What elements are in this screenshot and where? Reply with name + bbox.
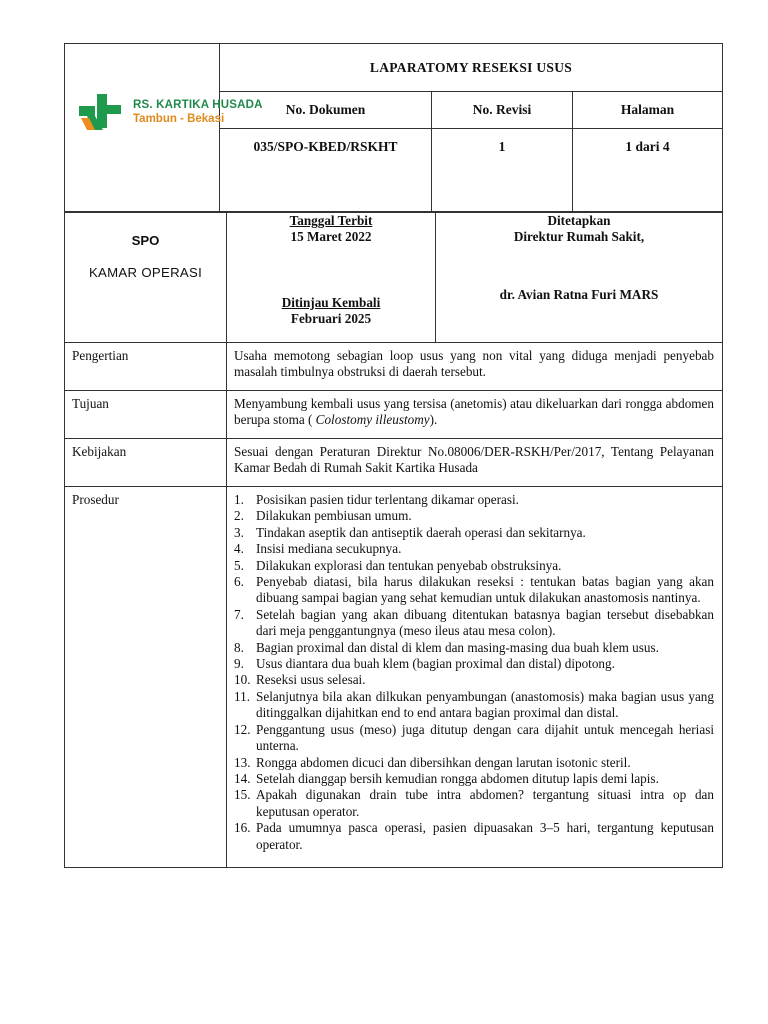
doc-number-value: 035/SPO-KBED/RSKHT <box>220 129 432 212</box>
procedure-steps <box>234 492 714 853</box>
logo-hospital-name: RS. KARTIKA HUSADA <box>133 99 263 111</box>
step-number: 10. <box>234 672 251 688</box>
row-prosedur <box>65 487 723 868</box>
spo-meta-row <box>65 213 723 343</box>
step-number: 11. <box>234 688 250 704</box>
spo-cell <box>65 213 227 343</box>
step-text: Pada umumnya pasca operasi, pasien dipuasakan 3–5 hari, tergantung keputusan operator. <box>256 820 714 852</box>
tujuan-label: Tujuan <box>65 391 227 439</box>
procedure-step <box>234 607 714 640</box>
step-text: Selanjutnya bila akan dilkukan penyambungan (anastomosis) maka bagian usus yang ditinggalkan dijahitkan end to end antara bagian proximal dan distal. <box>256 688 714 721</box>
step-number: 6. <box>234 574 244 590</box>
row-pengertian <box>65 343 723 391</box>
step-number: 4. <box>234 541 244 557</box>
step-text: Reseksi usus selesai. <box>256 672 366 688</box>
dates-cell <box>227 213 436 343</box>
review-label: Ditinjau Kembali <box>281 294 381 310</box>
kebijakan-label: Kebijakan <box>65 439 227 487</box>
tujuan-text <box>227 391 723 439</box>
approval-cell <box>436 213 723 343</box>
procedure-step <box>234 508 714 524</box>
medical-cross-icon <box>77 92 125 132</box>
step-number: 2. <box>234 508 244 524</box>
row-kebijakan <box>65 439 723 487</box>
tujuan-text-main: Menyambung kembali usus yang tersisa (anetomis) atau dikeluarkan dari rongga abdomen berupa stoma ( <box>234 396 714 428</box>
step-text: Setelah dianggap bersih kemudian rongga abdomen ditutup lapis demi lapis. <box>256 770 659 786</box>
spo-body <box>64 212 723 868</box>
row-tujuan <box>65 391 723 439</box>
procedure-step <box>234 787 714 820</box>
logo-location: Tambun - Bekasi <box>133 113 225 125</box>
procedure-step <box>234 689 714 722</box>
step-number: 9. <box>234 656 244 672</box>
procedure-step <box>234 492 714 508</box>
approved-label: Ditetapkan <box>547 213 611 228</box>
step-text: Tindakan aseptik dan antiseptik daerah operasi dan sekitarnya. <box>256 524 586 540</box>
step-number: 3. <box>234 524 244 540</box>
signatory-name: dr. Avian Ratna Furi MARS <box>499 286 659 302</box>
step-text: Setelah bagian yang akan dibuang ditentukan batasnya bagian tersebut disebabkan dari meja penggantungnya (meso ileus atau mesa colon). <box>256 606 714 639</box>
step-text: Apakah digunakan drain tube intra abdomen? tergantung situasi intra op dan keputusan operator. <box>256 787 714 819</box>
step-text: Dilakukan explorasi dan tentukan penyebab obstruksinya. <box>256 557 562 573</box>
step-text: Penggantung usus (meso) juga ditutup dengan cara dijahit untuk mencegah heriasi unterna. <box>256 721 714 754</box>
step-text: Usus diantara dua buah klem (bagian proximal dan distal) dipotong. <box>256 656 615 672</box>
page-value: 1 dari 4 <box>573 129 723 212</box>
kebijakan-text: Sesuai dengan Peraturan Direktur No.08006/DER-RSKH/Per/2017, Tentang Pelayanan Kamar Bedah di Rumah Sakit Kartika Husada <box>227 439 723 487</box>
procedure-step <box>234 525 714 541</box>
procedure-step <box>234 541 714 557</box>
page-label: Halaman <box>573 92 723 129</box>
step-number: 14. <box>234 770 251 786</box>
revision-value: 1 <box>432 129 573 212</box>
procedure-step <box>234 722 714 755</box>
step-text: Posisikan pasien tidur terlentang dikamar operasi. <box>256 492 519 507</box>
pengertian-text: Usaha memotong sebagian loop usus yang non vital yang diduga menjadi penyebab masalah timbulnya obstruksi di daerah tersebut. <box>227 343 723 391</box>
issued-label: Tanggal Terbit <box>289 213 373 228</box>
step-number: 8. <box>234 639 244 655</box>
step-number: 7. <box>234 606 244 622</box>
procedure-step <box>234 771 714 787</box>
step-text: Penyebab diatasi, bila harus dilakukan reseksi : tentukan batas bagian yang akan dibuang sampai bagian yang sehat kemudian untuk dilakukan anastomosis nantinya. <box>256 574 714 606</box>
step-text: Dilakukan pembiusan umum. <box>256 508 412 524</box>
unit-label: KAMAR OPERASI <box>88 265 203 281</box>
procedure-step <box>234 574 714 607</box>
review-date: Februari 2025 <box>290 311 372 327</box>
prosedur-cell <box>227 487 723 868</box>
step-text: Insisi mediana secukupnya. <box>256 541 402 557</box>
hospital-logo <box>77 92 277 134</box>
logo-cell <box>65 44 263 212</box>
tujuan-text-italic: Colostomy illeustomy <box>315 412 430 428</box>
step-number: 16. <box>234 820 251 836</box>
document-header <box>64 43 723 212</box>
approved-by: Direktur Rumah Sakit, <box>513 229 645 245</box>
issued-date: 15 Maret 2022 <box>290 229 372 245</box>
step-number: 13. <box>234 754 251 770</box>
step-number: 12. <box>234 721 251 737</box>
step-text: Bagian proximal dan distal di klem dan masing-masing dua buah klem usus. <box>256 639 659 655</box>
prosedur-label: Prosedur <box>65 487 227 868</box>
procedure-step <box>234 820 714 853</box>
spo-label: SPO <box>131 233 160 248</box>
step-number: 15. <box>234 787 251 803</box>
tujuan-text-end: ). <box>429 412 438 428</box>
document-title: LAPARATOMY RESEKSI USUS <box>220 44 723 92</box>
doc-number-label: No. Dokumen <box>220 92 432 129</box>
procedure-step <box>234 656 714 672</box>
procedure-step <box>234 672 714 688</box>
step-number: 1. <box>234 492 244 507</box>
step-text: Rongga abdomen dicuci dan dibersihkan dengan larutan isotonic steril. <box>256 754 631 770</box>
procedure-step <box>234 640 714 656</box>
procedure-step <box>234 755 714 771</box>
revision-label: No. Revisi <box>432 92 573 129</box>
procedure-step <box>234 558 714 574</box>
step-number: 5. <box>234 557 244 573</box>
pengertian-label: Pengertian <box>65 343 227 391</box>
